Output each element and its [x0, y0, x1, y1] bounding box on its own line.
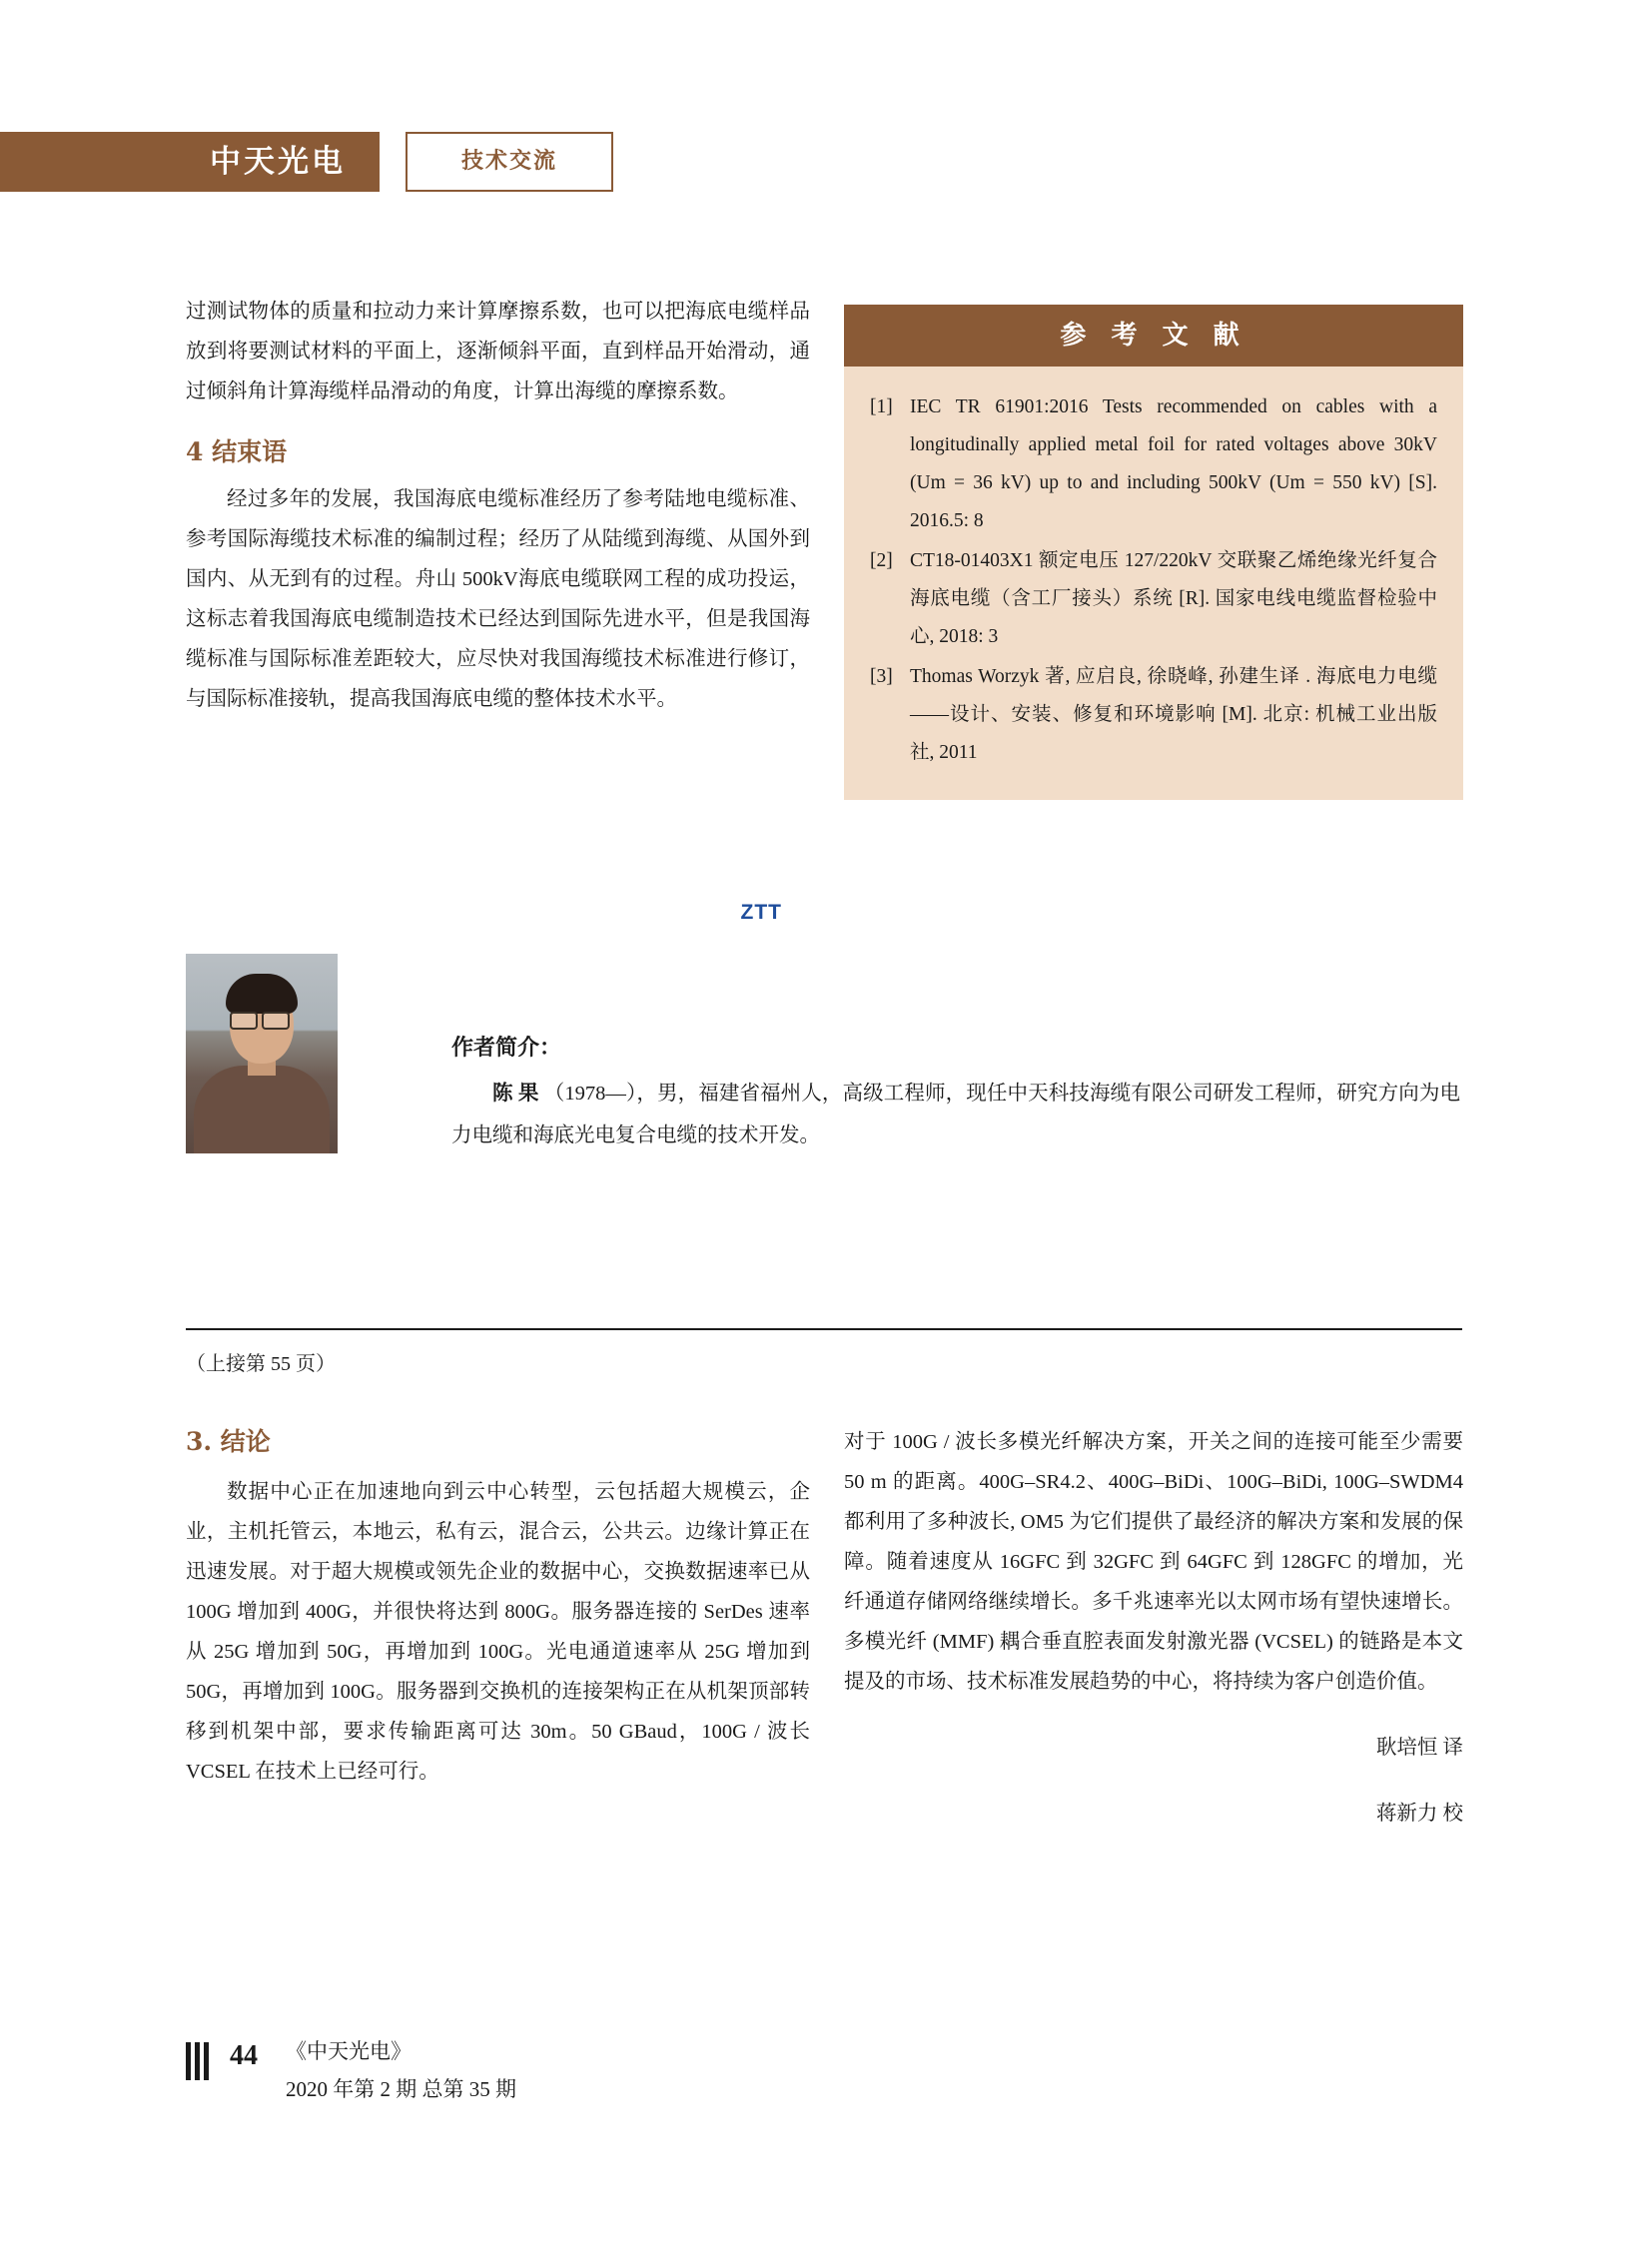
author-name: 陈 果 [492, 1083, 539, 1105]
continued-from-note: （上接第 55 页） [186, 1353, 336, 1375]
reference-number: [2] [870, 550, 893, 571]
ztt-endmark: ZTT [740, 901, 782, 924]
author-bio-block [451, 1029, 1460, 1156]
page-header [0, 132, 1652, 192]
bottom-paragraph-left: 数据中心正在加速地向到云中心转型，云包括超大规模云，企业，主机托管云，本地云，私有云，混合云，公共云。边缘计算正在迅速发展。对于超大规模或领先企业的数据中心，交换数据速率已从 100G 增加到 400G，并很快将达到 800G。服务器连接的 SerDes 速率从 25G 增加到 50G，再增加到 100G。光电通道速率从 25G 增加到 50G，再增加到 100G。服务器到交换机的连接架构正在从机架顶部转移到机架中部，要求传输距离可达 30m。50 GBaud，100G / 波长 VCSEL 在技术上已经可行。 [186, 1481, 810, 1783]
author-bio-text [451, 1073, 1460, 1156]
header-section-tab-label: 技术交流 [460, 149, 557, 174]
author-bio-label: 作者简介： [451, 1035, 562, 1060]
portrait-glasses-right [262, 1012, 290, 1030]
reference-text: CT18-01403X1 额定电压 127/220kV 交联聚乙烯绝缘光纤复合海底电缆（含工厂接头）系统 [R]. 国家电线电缆监督检验中心, 2018: 3 [910, 550, 1437, 647]
portrait-torso [194, 1066, 330, 1153]
author-bio-description: （1978—），男，福建省福州人，高级工程师，现任中天科技海缆有限公司研发工程师，研究方向为电力电缆和海底光电复合电缆的技术开发。 [451, 1083, 1461, 1146]
section-heading-conclusion: 4 结束语 [186, 437, 288, 466]
footer-publication-info [286, 2032, 516, 2108]
translator-credit: 耿培恒 译 [1375, 1737, 1463, 1759]
header-brand-bar [0, 132, 380, 192]
publication-title: 《中天光电》 [286, 2039, 412, 2063]
reference-item [870, 542, 1437, 656]
publication-issue: 2020 年第 2 期 总第 35 期 [286, 2077, 516, 2101]
footer-bars-icon [186, 2042, 220, 2080]
portrait-glasses-left [230, 1012, 258, 1030]
paragraph-conclusion: 经过多年的发展，我国海底电缆标准经历了参考陆地电缆标准、参考国际海缆技术标准的编制过程；经历了从陆缆到海缆、从国外到国内、从无到有的过程。舟山 500kV海底电缆联网工程的成功投运，这标志着我国海底电缆制造技术已经达到国际先进水平，但是我国海缆标准与国际标准差距较大，应尽快对我国海缆技术标准进行修订，与国际标准接轨，提高我国海底电缆的整体技术水平。 [186, 488, 810, 710]
reference-text: Thomas Worzyk 著, 应启良, 徐晓峰, 孙建生译 . 海底电力电缆——设计、安装、修复和环境影响 [M]. 北京: 机械工业出版社, 2011 [910, 666, 1437, 763]
reference-text: IEC TR 61901:2016 Tests recommended on cables with a longitudinally applied metal foil for rated voltages above 30kV (Um = 36 kV) up to and including 500kV (Um = 550 kV) [S]. 2016.5: 8 [910, 396, 1437, 531]
references-box [844, 305, 1463, 800]
bottom-paragraph-right: 对于 100G / 波长多模光纤解决方案，开关之间的连接可能至少需要 50 m 的距离。400G–SR4.2、400G–BiDi、100G–BiDi, 100G–SWDM4 都利用了多种波长, OM5 为它们提供了最经济的解决方案和发展的保障。随着速度从 16GFC 到 32GFC 到 64GFC 到 128GFC 的增加，光纤通道存储网络继续增长。多千兆速率光以太网市场有望快速增长。多模光纤 (MMF) 耦合垂直腔表面发射激光器 (VCSEL) 的链路是本文提及的市场、技术标准发展趋势的中心，将持续为客户创造价值。 [844, 1431, 1463, 1693]
bottom-article-left-column [186, 1422, 810, 1794]
bottom-section-heading: 3. 结论 [186, 1427, 271, 1456]
author-portrait-photo [186, 954, 338, 1153]
reference-item [870, 388, 1437, 540]
references-title: 参 考 文 献 [844, 305, 1463, 367]
bottom-article-right-column [844, 1422, 1463, 1834]
section-divider [186, 1328, 1462, 1330]
article-left-column [186, 292, 810, 924]
page-footer [186, 2032, 785, 2122]
reference-number: [1] [870, 396, 893, 417]
portrait-hair [226, 974, 298, 1014]
reference-number: [3] [870, 666, 893, 687]
page-number: 44 [230, 2040, 258, 2071]
paragraph-continued: 过测试物体的质量和拉动力来计算摩擦系数，也可以把海底电缆样品放到将要测试材料的平面上，逐渐倾斜平面，直到样品开始滑动，通过倾斜角计算海缆样品滑动的角度，计算出海缆的摩擦系数。 [186, 301, 810, 402]
header-section-tab [406, 132, 613, 192]
references-list [844, 367, 1463, 800]
brand-logo-text: 中天光电 [210, 144, 346, 180]
reference-item [870, 658, 1437, 772]
proofreader-credit: 蒋新力 校 [1375, 1803, 1463, 1825]
